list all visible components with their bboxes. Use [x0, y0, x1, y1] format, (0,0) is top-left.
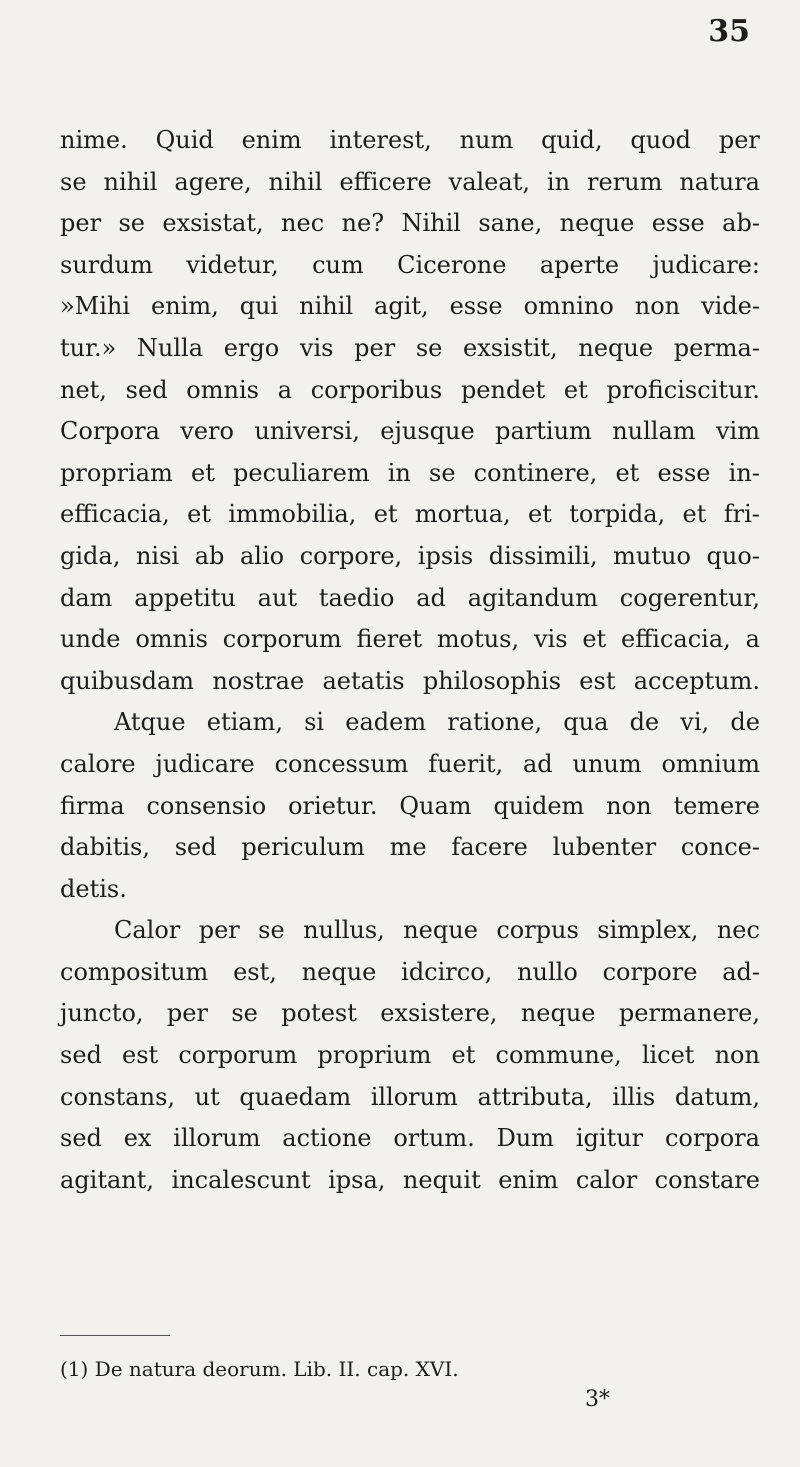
word: per [60, 209, 102, 238]
word: immobilia, [228, 500, 357, 529]
word: philosophis [422, 666, 562, 695]
word: agitant, [60, 1165, 155, 1194]
word: ergo [223, 333, 280, 362]
word: me [389, 833, 427, 862]
word: igitur [575, 1124, 644, 1153]
word: »Mihi [60, 292, 131, 321]
word: quidem [493, 791, 585, 820]
text-line [60, 1077, 760, 1119]
word: nullus, [303, 916, 385, 945]
word: et [191, 458, 215, 487]
text-line [60, 162, 760, 204]
word: torpida, [569, 500, 666, 529]
word: enim, [151, 292, 219, 321]
word: ex [123, 1124, 152, 1153]
word: vero [180, 417, 234, 446]
word: constans, [60, 1082, 176, 1111]
text-line [60, 328, 760, 370]
text-line [60, 952, 760, 994]
word: acceptum. [633, 666, 760, 695]
word: omnis [186, 375, 259, 404]
word: sed [60, 1041, 102, 1070]
word: nullam [612, 417, 696, 446]
word: peculiarem [233, 458, 370, 487]
word: eadem [345, 708, 427, 737]
word: neque [578, 333, 654, 362]
text-line [60, 286, 760, 328]
text-line [60, 619, 760, 661]
word: ratione, [447, 708, 543, 737]
word: neque [403, 916, 478, 945]
word: quid, [541, 126, 603, 154]
word: non [634, 292, 681, 321]
word: neque [559, 209, 635, 238]
word: aetatis [322, 666, 405, 695]
text-line [60, 494, 760, 536]
word: Quam [399, 791, 472, 820]
word: non [714, 1041, 760, 1070]
word: corpora [664, 1124, 760, 1153]
word: commune, [495, 1041, 622, 1070]
word: et [373, 500, 398, 529]
word: datum, [674, 1082, 760, 1111]
word: ejusque [380, 417, 475, 446]
word: videtur, [186, 250, 279, 279]
word: cogerentur, [619, 583, 760, 612]
word: motus, [436, 625, 520, 654]
word: Calor [114, 916, 181, 945]
word: quibusdam [60, 666, 195, 695]
word: detis. [60, 874, 127, 903]
word: dabitis, [60, 833, 150, 862]
word: vis [533, 625, 568, 654]
word: interest, [329, 126, 432, 154]
word: omnino [523, 292, 614, 321]
word: aut [257, 583, 298, 612]
word: nec [281, 209, 325, 238]
word: net, [60, 375, 107, 404]
word: tur.» [60, 333, 117, 362]
footnote: (1) De natura deorum. Lib. II. cap. XVI. [60, 1357, 459, 1381]
word: propriam [60, 458, 173, 487]
word: ab- [722, 209, 760, 238]
word: se [231, 999, 258, 1028]
word: per [166, 999, 208, 1028]
text-line [60, 453, 760, 495]
text-line [60, 993, 760, 1035]
word: dam [60, 583, 113, 612]
word: exsistat, [162, 209, 264, 238]
text-line [60, 744, 760, 786]
text-line [60, 1160, 760, 1202]
word: surdum [60, 250, 153, 279]
word: Nulla [136, 333, 204, 362]
word: rerum [587, 167, 663, 196]
word: unde [60, 625, 121, 654]
word: firma [60, 791, 125, 820]
word: sed [125, 375, 168, 404]
word: constare [654, 1165, 760, 1194]
text-line [60, 661, 760, 703]
word: agere, [174, 167, 252, 196]
word: agit, [374, 292, 429, 321]
word: natura [679, 167, 760, 196]
word: permanere, [618, 999, 760, 1028]
word: concessum [274, 749, 409, 778]
word: ipsis [417, 541, 474, 570]
word: lubenter [552, 833, 657, 862]
word: gida, [60, 541, 121, 570]
word: calor [575, 1165, 638, 1194]
word: illis [612, 1082, 656, 1111]
signature-mark: 3* [585, 1387, 610, 1412]
word: de [629, 708, 660, 737]
word: exsistit, [463, 333, 558, 362]
word: nec [716, 916, 760, 945]
word: et [682, 500, 707, 529]
word: nisi [135, 541, 180, 570]
word: facere [451, 833, 528, 862]
word: de [730, 708, 760, 737]
word: licet [641, 1041, 695, 1070]
word: corporum [178, 1041, 298, 1070]
word: qua [563, 708, 609, 737]
word: nihil [103, 167, 158, 196]
word: nime. [60, 126, 128, 154]
word: Cicerone [397, 250, 507, 279]
word: ab [194, 541, 225, 570]
word: est, [233, 957, 277, 986]
word: Nihil [401, 209, 461, 238]
word: enim [498, 1165, 559, 1194]
word: judicare: [652, 250, 760, 279]
word: nihil [268, 167, 323, 196]
text-line [60, 536, 760, 578]
word: ad [523, 749, 553, 778]
text-line [60, 245, 760, 287]
word: omnium [661, 749, 760, 778]
word: esse [651, 209, 705, 238]
word: fuerit, [428, 749, 504, 778]
word: qui [239, 292, 279, 321]
word: omnis [135, 625, 208, 654]
word: neque [520, 999, 596, 1028]
footnote-divider [60, 1335, 170, 1336]
word: nostrae [212, 666, 305, 695]
word: ut [194, 1082, 220, 1111]
word: quaedam [239, 1082, 352, 1111]
word: proprium [317, 1041, 432, 1070]
word: alio [239, 541, 285, 570]
word: quod [630, 126, 692, 154]
word: simplex, [597, 916, 699, 945]
word: Quid [155, 126, 214, 154]
word: cum [312, 250, 364, 279]
word: est [579, 666, 616, 695]
word: a [277, 375, 292, 404]
word: ad- [722, 957, 760, 986]
word: et [615, 458, 640, 487]
text-line [60, 203, 760, 245]
word: se [60, 167, 87, 196]
word: num [459, 126, 514, 154]
page-number: 35 [708, 14, 750, 49]
word: se [118, 209, 145, 238]
word: nequit [402, 1165, 481, 1194]
word: proficiscitur. [606, 375, 760, 404]
word: continere, [473, 458, 598, 487]
word: periculum [241, 833, 365, 862]
word: quo- [706, 541, 760, 570]
word: ipsa, [328, 1165, 386, 1194]
text-line [60, 910, 760, 952]
word: idcirco, [401, 957, 493, 986]
text-line [60, 702, 760, 744]
text-line [60, 370, 760, 412]
word: in- [728, 458, 760, 487]
word: si [304, 708, 325, 737]
word: calore [60, 749, 136, 778]
word: ne? [341, 209, 385, 238]
word: sane, [478, 209, 543, 238]
word: Corpora [60, 417, 160, 446]
word: corporibus [310, 375, 443, 404]
word: et [528, 500, 552, 529]
word: illorum [173, 1124, 261, 1153]
word: perma- [673, 333, 760, 362]
word: aperte [539, 250, 620, 279]
word: corpus [496, 916, 579, 945]
word: mortua, [414, 500, 511, 529]
word: temere [673, 791, 760, 820]
word: vis [299, 333, 334, 362]
word: vi, [680, 708, 710, 737]
word: pendet [460, 375, 546, 404]
word: se [415, 333, 443, 362]
word: se [258, 916, 285, 945]
word: compositum [60, 957, 209, 986]
word: taedio [318, 583, 395, 612]
word: incalescunt [171, 1165, 311, 1194]
word: dissimili, [488, 541, 598, 570]
text-line [60, 827, 760, 869]
word: et [451, 1041, 476, 1070]
word: ortum. [393, 1124, 475, 1153]
word: nihil [299, 292, 354, 321]
word: valeat, [448, 167, 530, 196]
word: agitandum [467, 583, 599, 612]
word: nullo [517, 957, 578, 986]
word: exsistere, [380, 999, 498, 1028]
word: mutuo [613, 541, 691, 570]
word: conce- [680, 833, 760, 862]
text-line [60, 869, 760, 911]
word: consensio [146, 791, 267, 820]
word: efficere [339, 167, 432, 196]
word: enim [241, 126, 302, 154]
word: se [429, 458, 456, 487]
text-line [60, 411, 760, 453]
word: illorum [370, 1082, 458, 1111]
word: appetitu [134, 583, 236, 612]
text-line [60, 120, 760, 162]
word: et [582, 625, 607, 654]
word: esse [449, 292, 503, 321]
word: fieret [356, 625, 423, 654]
word: per [354, 333, 396, 362]
word: actione [282, 1124, 372, 1153]
text-line [60, 578, 760, 620]
word: juncto, [60, 999, 144, 1028]
text-line [60, 1035, 760, 1077]
word: a [745, 625, 760, 654]
word: ad [416, 583, 446, 612]
word: corporum [222, 625, 342, 654]
word: vide- [701, 292, 760, 321]
word: Atque [114, 708, 186, 737]
word: et [187, 500, 211, 529]
word: unum [572, 749, 642, 778]
word: etiam, [206, 708, 283, 737]
text-line [60, 1118, 760, 1160]
word: efficacia, [621, 625, 731, 654]
word: in [387, 458, 411, 487]
word: sed [60, 1124, 102, 1153]
text-line [60, 786, 760, 828]
word: corpore [602, 957, 698, 986]
word: efficacia, [60, 500, 170, 529]
word: corpore, [299, 541, 403, 570]
word: potest [281, 999, 357, 1028]
word: sed [174, 833, 217, 862]
word: neque [301, 957, 377, 986]
word: vim [715, 417, 760, 446]
word: Dum [496, 1124, 555, 1153]
word: per [718, 126, 760, 154]
word: in [546, 167, 571, 196]
word: non [606, 791, 652, 820]
word: fri- [723, 500, 760, 529]
word: partium [495, 417, 592, 446]
word: judicare [155, 749, 255, 778]
word: esse [657, 458, 711, 487]
word: per [198, 916, 240, 945]
body-text [60, 120, 760, 1201]
word: est [122, 1041, 159, 1070]
word: attributa, [477, 1082, 593, 1111]
word: universi, [254, 417, 360, 446]
word: et [563, 375, 588, 404]
word: orietur. [288, 791, 378, 820]
